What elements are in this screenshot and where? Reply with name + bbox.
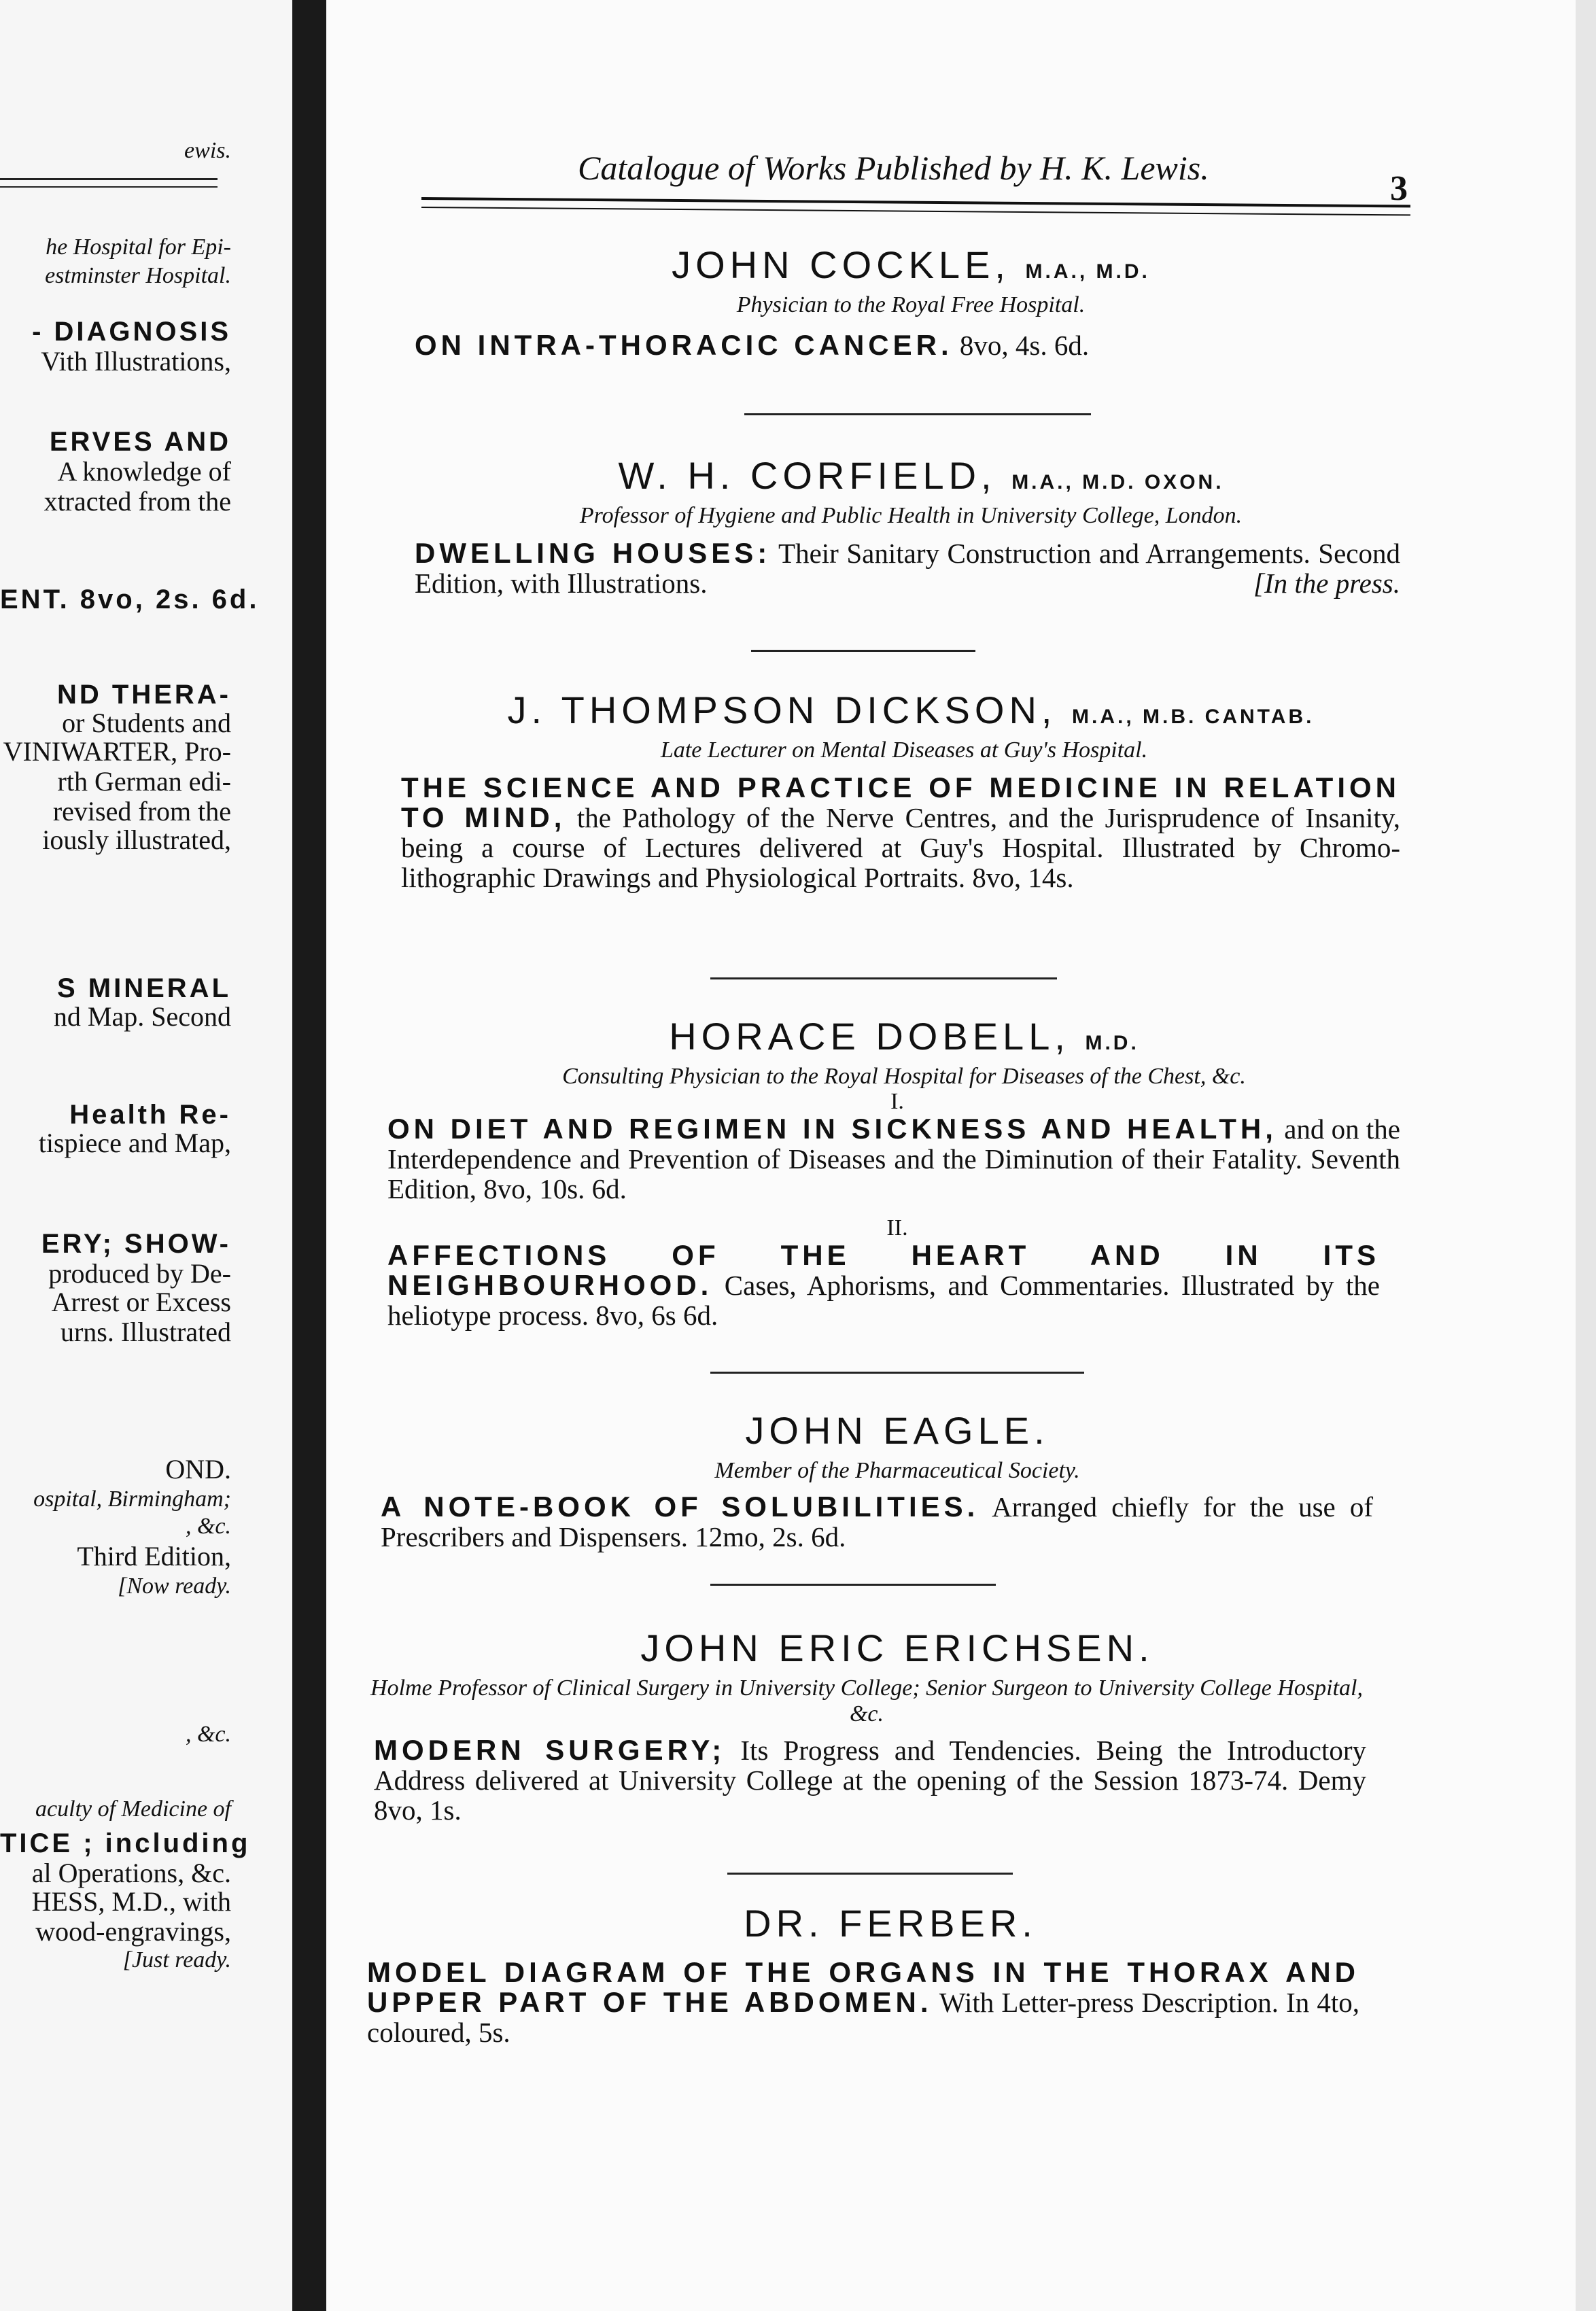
entry-separator	[710, 1584, 996, 1586]
work-listing: ON DIET AND REGIMEN IN SICKNESS AND HEALTH, and on the Interdependence and Prevention of Diseases and the Diminution of their Fatality. Seventh Edition, 8vo, 10s. 6d.	[387, 1113, 1400, 1204]
catalogue-entry	[367, 1903, 1400, 2047]
left-page-line: [Just ready.	[122, 1947, 231, 1973]
author-affiliation: Consulting Physician to the Royal Hospital for Diseases of the Chest, &c.	[562, 1064, 1246, 1089]
left-page-line: ewis.	[184, 138, 231, 163]
left-page-line: ERY; SHOW-	[41, 1229, 231, 1259]
left-header-rule	[0, 186, 218, 188]
work-listing: AFFECTIONS OF THE HEART AND IN ITS NEIGHBOURHOOD. Cases, Aphorisms, and Commentaries. Illustrated by the heliotype process. 8vo, 6s 6d.	[387, 1239, 1381, 1331]
left-page-line: tispiece and Map,	[38, 1128, 231, 1158]
left-page-line: or Students and	[62, 708, 231, 738]
left-page-line: , &c.	[185, 1514, 231, 1539]
left-page-line: revised from the	[52, 796, 231, 827]
left-page-line: produced by De-	[48, 1258, 231, 1289]
catalogue-entry	[367, 1016, 1400, 1330]
left-page-line: urns. Illustrated	[60, 1317, 231, 1347]
author-name: JOHN ERIC ERICHSEN.	[640, 1627, 1154, 1669]
left-page-line: TICE ; including	[0, 1828, 251, 1858]
left-page-line: VINIWARTER, Pro-	[3, 736, 231, 767]
work-listing: MODEL DIAGRAM OF THE ORGANS IN THE THORAX AND UPPER PART OF THE ABDOMEN. With Letter-press Description. In 4to, coloured, 5s.	[367, 1956, 1360, 2048]
author-affiliation: Professor of Hygiene and Public Health in University College, London.	[579, 503, 1243, 528]
author-name: JOHN COCKLE, M.A., M.D.	[672, 243, 1150, 286]
work-listing: DWELLING HOUSES: Their Sanitary Construction and Arrangements. Second Edition, with Illustrations. [In the press.	[415, 537, 1400, 599]
left-page-line: ND THERA-	[57, 680, 231, 710]
left-page-line: Arrest or Excess	[51, 1287, 231, 1317]
left-header-rule	[0, 178, 218, 180]
page-number: 3	[1390, 169, 1408, 208]
author-name: JOHN EAGLE.	[745, 1409, 1049, 1452]
book-spine	[292, 0, 326, 2311]
page-edge	[1576, 0, 1596, 2311]
author-affiliation: Physician to the Royal Free Hospital.	[736, 292, 1086, 317]
left-page-line: ERVES AND	[49, 427, 231, 457]
author-name: W. H. CORFIELD, M.A., M.D. OXON.	[618, 454, 1224, 497]
catalogue-entry	[367, 245, 1400, 360]
left-page-line: wood-engravings,	[35, 1916, 231, 1947]
left-page-line: OND.	[165, 1454, 231, 1484]
work-listing: A NOTE-BOOK OF SOLUBILITIES. Arranged chiefly for the use of Prescribers and Dispensers. 12mo, 2s. 6d.	[381, 1491, 1373, 1552]
left-page-line: aculty of Medicine of	[35, 1796, 231, 1822]
left-page-line: Health Re-	[69, 1100, 231, 1130]
left-page-line: - DIAGNOSIS	[32, 317, 231, 347]
left-page-line: Vith Illustrations,	[41, 346, 231, 377]
author-affiliation: Holme Professor of Clinical Surgery in University College; Senior Surgeon to University College Hospital, &c.	[370, 1675, 1363, 1726]
catalogue-entry	[367, 455, 1400, 598]
entry-separator	[710, 977, 1057, 979]
work-number: I.	[890, 1089, 904, 1114]
work-listing: THE SCIENCE AND PRACTICE OF MEDICINE IN RELATION TO MIND, the Pathology of the Nerve Centres, and the Jurisprudence of Insanity, being a course of Lectures delivered at Guy's Hospital. Illustrated by Chromo-lithographic Drawings and Physiological Portraits. 8vo, 14s.	[401, 771, 1400, 893]
left-page-line: he Hospital for Epi-	[46, 234, 231, 260]
left-page-line: nd Map. Second	[53, 1001, 231, 1032]
left-page-line: estminster Hospital.	[45, 263, 231, 288]
left-page-line: S MINERAL	[57, 973, 231, 1003]
entry-separator	[710, 1372, 1084, 1374]
work-listing: MODERN SURGERY; Its Progress and Tendencies. Being the Introductory Address delivered at University College at the opening of the Session 1873-74. Demy 8vo, 1s.	[374, 1734, 1366, 1826]
left-page-line: , &c.	[185, 1722, 231, 1747]
catalogue-entry	[367, 690, 1400, 892]
author-affiliation: Member of the Pharmaceutical Society.	[714, 1458, 1080, 1483]
author-affiliation: Late Lecturer on Mental Diseases at Guy's Hospital.	[660, 737, 1148, 763]
left-page-line: A knowledge of	[57, 456, 231, 487]
left-page-line: xtracted from the	[44, 486, 231, 517]
left-page-line: Third Edition,	[77, 1541, 231, 1571]
left-page-line: iously illustrated,	[42, 824, 231, 855]
left-page-line: ENT. 8vo, 2s. 6d.	[0, 585, 260, 614]
left-page-line: al Operations, &c.	[31, 1858, 231, 1888]
catalogue-entry	[367, 1628, 1400, 1825]
entry-separator	[744, 413, 1091, 415]
catalogue-entry	[367, 1410, 1400, 1552]
work-listing: ON INTRA-THORACIC CANCER. 8vo, 4s. 6d.	[415, 329, 1090, 361]
left-page-line: HESS, M.D., with	[31, 1886, 231, 1917]
entry-separator	[751, 650, 975, 652]
author-name: HORACE DOBELL, M.D.	[669, 1015, 1139, 1058]
left-page	[0, 0, 292, 2311]
left-page-line: [Now ready.	[118, 1574, 231, 1599]
author-name: J. THOMPSON DICKSON, M.A., M.B. CANTAB.	[507, 689, 1315, 731]
author-name: DR. FERBER.	[744, 1902, 1037, 1945]
page-header-title: Catalogue of Works Published by H. K. Lewis.	[578, 149, 1209, 187]
work-number: II.	[886, 1215, 908, 1240]
entry-separator	[727, 1873, 1013, 1875]
left-page-line: rth German edi-	[57, 766, 231, 797]
left-page-line: ospital, Birmingham;	[33, 1487, 231, 1512]
